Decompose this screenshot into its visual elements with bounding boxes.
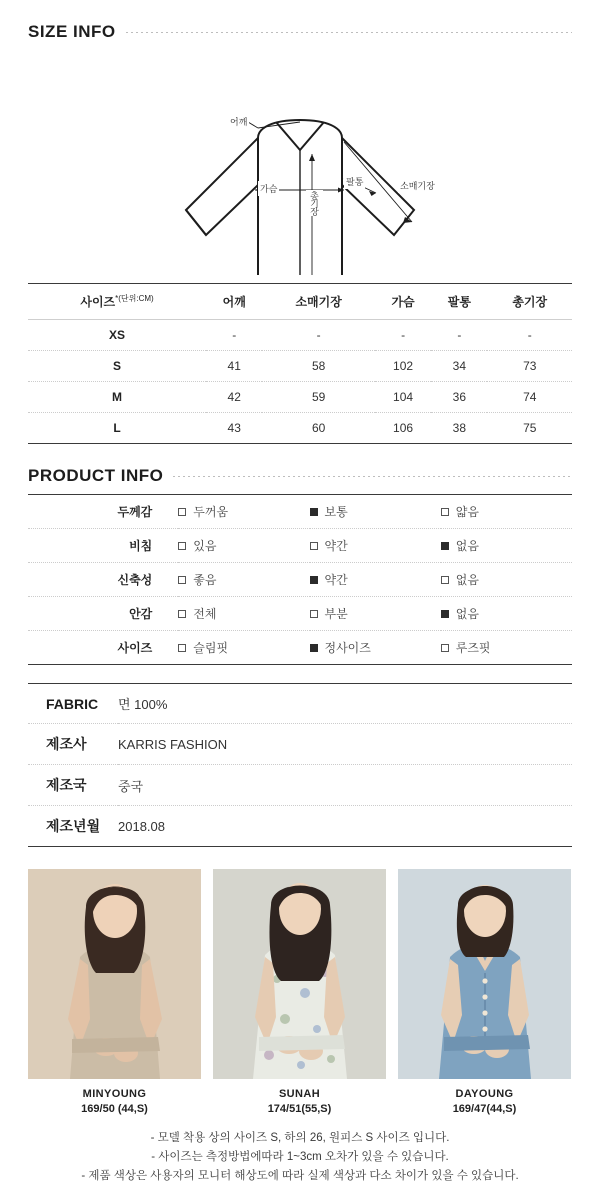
- model-photo: [213, 869, 386, 1079]
- checkbox: [441, 644, 449, 652]
- size-cell: 59: [262, 382, 375, 413]
- model-spec: 169/50 (44,S): [81, 1103, 148, 1115]
- fabric-value: KARRIS FASHION: [118, 736, 228, 752]
- size-col-header-chest: 가슴: [375, 284, 431, 320]
- model-photo-minyoung: [28, 869, 201, 1079]
- size-row-label: S: [28, 351, 206, 382]
- size-row-label: M: [28, 382, 206, 413]
- product-info-label: 두께감: [117, 505, 153, 519]
- table-row: [28, 563, 572, 597]
- model-name: MINYOUNG: [82, 1088, 147, 1100]
- product-info-table: [28, 494, 572, 665]
- fabric-label: 제조사: [46, 736, 87, 752]
- fabric-info-table: [28, 683, 572, 847]
- label-sleeve-length: 소매기장: [398, 178, 437, 193]
- product-info-option: 정사이즈: [310, 631, 441, 665]
- size-col-header-shoulder: 어깨: [206, 284, 262, 320]
- checkbox-checked: [310, 644, 318, 652]
- product-info-label: 비침: [129, 539, 153, 553]
- product-info-option: 부분: [310, 597, 441, 631]
- size-table: [28, 283, 572, 444]
- product-info-option: 보통: [310, 495, 441, 529]
- table-row: [28, 765, 572, 806]
- table-row: [28, 529, 572, 563]
- fabric-value: 중국: [118, 778, 144, 794]
- checkbox: [178, 508, 186, 516]
- size-cell: -: [431, 320, 487, 351]
- size-row-label: L: [28, 413, 206, 444]
- model-photo-dayoung: [398, 869, 571, 1079]
- size-cell: 73: [487, 351, 572, 382]
- note-line: - 모델 착용 상의 사이즈 S, 하의 26, 원피스 S 사이즈 입니다.: [150, 1132, 450, 1144]
- size-cell: 58: [262, 351, 375, 382]
- size-cell: 36: [431, 382, 487, 413]
- model-photo-sunah: [213, 869, 386, 1079]
- model-card: [398, 869, 571, 1115]
- checkbox: [441, 576, 449, 584]
- model-card: [28, 869, 201, 1115]
- product-info-option: 있음: [178, 529, 309, 563]
- note-line: - 제품 색상은 사용자의 모니터 해상도에 따라 실제 색상과 다소 차이가 있을 수 있습니다.: [81, 1170, 519, 1182]
- fabric-value: 2018.08: [118, 818, 165, 834]
- fabric-value: 면 100%: [118, 697, 168, 712]
- product-info-label: 신축성: [117, 573, 153, 587]
- table-row: [28, 382, 572, 413]
- product-info-option: 슬림핏: [178, 631, 309, 665]
- checkbox: [178, 576, 186, 584]
- table-row: [28, 351, 572, 382]
- product-info-option: 없음: [441, 597, 572, 631]
- model-gallery: [0, 869, 600, 1115]
- checkbox: [310, 610, 318, 618]
- product-info-option: 좋음: [178, 563, 309, 597]
- product-info-option: 두꺼움: [178, 495, 309, 529]
- size-cell: -: [487, 320, 572, 351]
- checkbox: [178, 542, 186, 550]
- size-col-header-size: 사이즈$^{*(단위:CM)}$: [28, 284, 206, 320]
- product-info-option: 약간: [310, 563, 441, 597]
- table-row: [28, 413, 572, 444]
- label-total-length: 총기장: [306, 190, 323, 216]
- product-info-title: PRODUCT INFO: [28, 466, 164, 485]
- checkbox: [441, 508, 449, 516]
- size-row-label: XS: [28, 320, 206, 351]
- table-row: [28, 495, 572, 529]
- label-chest: 가슴: [258, 181, 279, 196]
- fabric-label: FABRIC: [46, 695, 99, 712]
- fabric-label: 제조년월: [46, 818, 101, 834]
- label-shoulder: 어깨: [228, 114, 249, 129]
- model-name: SUNAH: [278, 1088, 321, 1100]
- table-row: [28, 684, 572, 724]
- note-line: - 사이즈는 측정방법에따라 1~3cm 오차가 있을 수 있습니다.: [151, 1151, 449, 1163]
- model-name: DAYOUNG: [455, 1088, 514, 1100]
- header-dotted-rule: [126, 32, 572, 33]
- model-spec: 169/47(44,S): [452, 1103, 517, 1115]
- disclaimer-notes: [0, 1129, 600, 1186]
- product-info-option: 없음: [441, 563, 572, 597]
- size-col-header-arm: 팔통: [431, 284, 487, 320]
- size-col-header-sleeve: 소매기장: [262, 284, 375, 320]
- label-arm: 팔통: [344, 174, 365, 189]
- garment-diagram: [0, 50, 600, 275]
- checkbox-checked: [441, 542, 449, 550]
- checkbox-checked: [310, 576, 318, 584]
- product-info-option: 전체: [178, 597, 309, 631]
- checkbox: [178, 644, 186, 652]
- checkbox-checked: [310, 508, 318, 516]
- product-info-option: 루즈핏: [441, 631, 572, 665]
- table-row: [28, 806, 572, 847]
- table-row: [28, 320, 572, 351]
- product-info-option: 얇음: [441, 495, 572, 529]
- header-dotted-rule: [173, 476, 572, 477]
- size-col-header-total: 총기장: [487, 284, 572, 320]
- size-cell: 74: [487, 382, 572, 413]
- size-cell: 106: [375, 413, 431, 444]
- fabric-label: 제조국: [46, 777, 87, 793]
- size-cell: 41: [206, 351, 262, 382]
- model-card: [213, 869, 386, 1115]
- garment-illustration-svg: [0, 50, 600, 275]
- size-cell: 38: [431, 413, 487, 444]
- size-table-header-row: [28, 284, 572, 320]
- size-unit-note: *(단위:CM): [115, 294, 154, 303]
- size-cell: 42: [206, 382, 262, 413]
- model-spec: 174/51(55,S): [267, 1103, 332, 1115]
- size-cell: 60: [262, 413, 375, 444]
- table-row: [28, 631, 572, 665]
- size-cell: 43: [206, 413, 262, 444]
- size-cell: 34: [431, 351, 487, 382]
- checkbox-checked: [441, 610, 449, 618]
- size-cell: -: [262, 320, 375, 351]
- size-info-header: [0, 0, 600, 42]
- size-cell: 102: [375, 351, 431, 382]
- product-info-label: 안감: [129, 607, 153, 621]
- checkbox: [310, 542, 318, 550]
- size-cell: 75: [487, 413, 572, 444]
- product-info-label: 사이즈: [117, 641, 153, 655]
- table-row: [28, 597, 572, 631]
- product-info-option: 약간: [310, 529, 441, 563]
- product-info-header: [0, 466, 600, 486]
- product-info-option: 없음: [441, 529, 572, 563]
- model-photo: [28, 869, 201, 1079]
- checkbox: [178, 610, 186, 618]
- size-cell: -: [206, 320, 262, 351]
- model-photo: [398, 869, 571, 1079]
- size-info-title: SIZE INFO: [28, 22, 116, 41]
- size-cell: -: [375, 320, 431, 351]
- table-row: [28, 724, 572, 765]
- size-cell: 104: [375, 382, 431, 413]
